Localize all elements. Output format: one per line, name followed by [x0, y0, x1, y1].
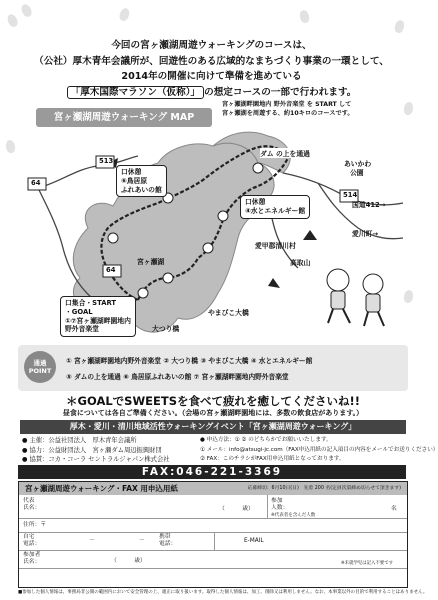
footprint-decoration — [403, 101, 414, 115]
route-point-3 — [203, 243, 213, 253]
address-label: 住所：〒 — [23, 522, 47, 528]
passing-point-badge — [24, 351, 56, 383]
address-field[interactable] — [59, 520, 399, 530]
map-label-aikawa-park: 公園 — [350, 169, 364, 177]
rest-box-title: 口休憩 — [245, 198, 266, 206]
participants-label — [271, 498, 315, 519]
sweets-message: ＊GOALでSWEETSを食べて疲れを癒してくださいね!! — [66, 394, 360, 408]
map-label-lake: 宮ヶ瀬湖 — [137, 258, 165, 266]
footprint-decoration — [20, 3, 34, 19]
footprint-decoration — [298, 9, 310, 24]
badge-line-1: 通過 — [33, 359, 47, 367]
participants-note: ※代表者を含んだ人数 — [271, 513, 316, 518]
participant-name-field[interactable] — [49, 552, 109, 566]
map-label-dam: ダム の上を通過 — [260, 150, 310, 158]
rest-box-energy — [240, 195, 310, 219]
route-point-5 — [253, 163, 263, 173]
goal-label: ・GOAL — [65, 307, 93, 316]
home-phone-label — [23, 534, 40, 548]
email-field[interactable] — [279, 534, 399, 548]
road-label-513: 513 — [99, 157, 114, 165]
rep-name-field[interactable] — [49, 498, 219, 514]
map-label-bridge: 大つり橋 — [152, 325, 180, 333]
fax-number: FAX:046-221-3369 — [18, 465, 406, 479]
points-row-2: ⑤ ダムの上を通過 ⑥ 鳥居原ふれあいの館 ⑦ 宮ヶ瀬湖畔園地内野外音楽堂 — [66, 373, 289, 381]
form-title: 宮ヶ瀬湖周遊ウォーキング・FAX 用申込用紙 — [25, 484, 178, 493]
rest-box-line: ふれあいの館 — [121, 185, 162, 194]
route-point-2 — [163, 273, 173, 283]
sponsor: ● 協賛：コカ・コーラ セントラルジャパン株式会社 — [22, 456, 170, 463]
points-row-1: ① 宮ヶ瀬湖畔園地内野外音楽堂 ② 大つり橋 ③ やまびこ大橋 ④ 水とエネルギー館 — [66, 357, 313, 365]
rest-box-line: ④水とエネルギー館 — [245, 206, 306, 215]
road-label-64a: 64 — [31, 179, 41, 187]
rep-label-text: 代表 — [23, 498, 35, 504]
participants-unit: 名 — [391, 506, 397, 512]
intro-line-4-rest: の想定コースの一部で行われます。 — [204, 86, 357, 98]
map-label-aikawa-town: 愛川町→ — [352, 230, 379, 238]
participants-label-2: 人数： — [271, 505, 289, 511]
map-label-yamabiko: やまびこ大橋 — [208, 309, 249, 317]
kids-illustration — [327, 269, 384, 326]
mobile-phone-text: 電話： — [159, 541, 177, 547]
cooperation: ● 協力：公益財団法人 宮ヶ瀬ダム周辺振興財団 — [22, 446, 162, 454]
road-label-514: 514 — [343, 191, 358, 199]
fax-application-form — [18, 481, 408, 588]
footprint-decoration — [6, 13, 20, 29]
participant-age: （ 歳） — [111, 558, 146, 564]
mountain-icon — [303, 230, 317, 240]
organizer-info — [22, 436, 197, 465]
map-label-route412: 国道412→ — [352, 201, 386, 209]
email-label: E-MAIL — [244, 538, 264, 544]
form-header — [19, 482, 407, 495]
apply-fax: ② FAX：このチラシがFAX用申込用紙となっております。 — [200, 456, 345, 462]
privacy-footer: ■参加した個人情報は、事務局非公開の範囲内において安全管理の上、適正に取り扱います。取得した個人情報は、加工、削除又は利用しません。なお、本事業以外の目的で利用することはありません。 — [18, 590, 428, 595]
map-label-kiyokawa: 愛甲郡清川村 — [255, 242, 296, 250]
participants-label-1: 参加 — [271, 498, 283, 504]
start-location-2: 野外音楽堂 — [65, 325, 99, 334]
road-label-64b: 64 — [106, 266, 116, 274]
rep-age: （ 歳） — [219, 506, 254, 512]
rep-label — [23, 498, 40, 512]
home-phone-text: 電話： — [23, 541, 41, 547]
map-note — [222, 101, 402, 118]
route-point-1 — [138, 288, 148, 298]
participant-name-label — [23, 552, 40, 566]
start-title: 口集合・START — [65, 299, 117, 307]
home-dash-1: － — [89, 538, 95, 544]
map-note-line-1: 宮ヶ瀬湖畔園地内 野外音楽堂 を START して — [222, 101, 352, 108]
map-note-line-2: 宮ヶ瀬湖を周遊する、約10キロのコースです。 — [222, 109, 354, 117]
intro-line-4 — [0, 85, 423, 101]
footprint-decoration — [5, 139, 16, 153]
map-title: 宮ヶ瀬湖周遊ウォーキング MAP — [36, 108, 212, 127]
child-note: ※未就学児は記入不要です — [341, 561, 393, 566]
mobile-phone-label — [159, 534, 176, 548]
participants-count-field[interactable] — [319, 498, 379, 514]
event-bar: 厚木・愛川・清川地域活性ウォーキングイベント「宮ヶ瀬湖周遊ウォーキング」 — [20, 420, 406, 434]
apply-email: ① メール：info@atsugi-jc.com（FAX申込用紙の記入項目の内容をメールでお送りください） — [200, 446, 438, 453]
map-label-aikawa: あいかわ — [344, 160, 372, 168]
rest-box-line: ⑥鳥居原 — [121, 176, 148, 185]
participant-name-text: 氏名： — [23, 559, 41, 565]
intro-line-1: 今回の宮ヶ瀬湖周遊ウォーキングのコースは、 — [111, 40, 312, 51]
host: ● 主催：公益社団法人 厚木青年会議所 — [22, 437, 137, 444]
rest-box-title: 口休憩 — [121, 168, 142, 176]
map-label-takatori: 高取山 — [290, 259, 311, 267]
route-point-7 — [108, 233, 118, 243]
intro-text — [0, 38, 423, 100]
start-goal-box — [60, 296, 136, 337]
intro-line-3: 2014年の開催に向けて準備を進めている — [121, 71, 302, 82]
passing-points — [18, 345, 408, 391]
apply-method: ● 申込方法：① ② のどちらかでお願いいたします。 — [200, 437, 332, 443]
intro-line-2: （公社）厚木青年会議所が、回遊性のある広域的なまちづくり事業の一環として、 — [34, 55, 389, 67]
footprint-decoration — [118, 7, 131, 22]
start-location: ①⑦宮ヶ瀬湖畔園地内 — [65, 316, 131, 325]
route-arrow — [268, 278, 280, 288]
route-point-4 — [218, 211, 228, 221]
footprint-decoration — [393, 19, 405, 34]
application-info — [200, 436, 438, 465]
mobile-label: 携帯 — [159, 534, 171, 540]
form-deadline: 応募締切：6月10日(日) 先着 200 名(定員次第締め切らせて頂きます) — [247, 486, 401, 491]
home-dash-2: － — [139, 538, 145, 544]
marathon-name: 「厚木国際マラソン（仮称）」 — [67, 86, 205, 99]
participant-label: 参加者 — [23, 552, 41, 558]
name-label: 氏名： — [23, 505, 41, 511]
lunch-note: 昼食については各自ご準備ください。（会場の宮ヶ瀬湖畔園地には、多数の飲食店があります。） — [62, 409, 364, 417]
badge-line-2: POINT — [28, 367, 52, 375]
rest-box-toriihara — [116, 165, 167, 197]
home-label: 自宅 — [23, 534, 35, 540]
